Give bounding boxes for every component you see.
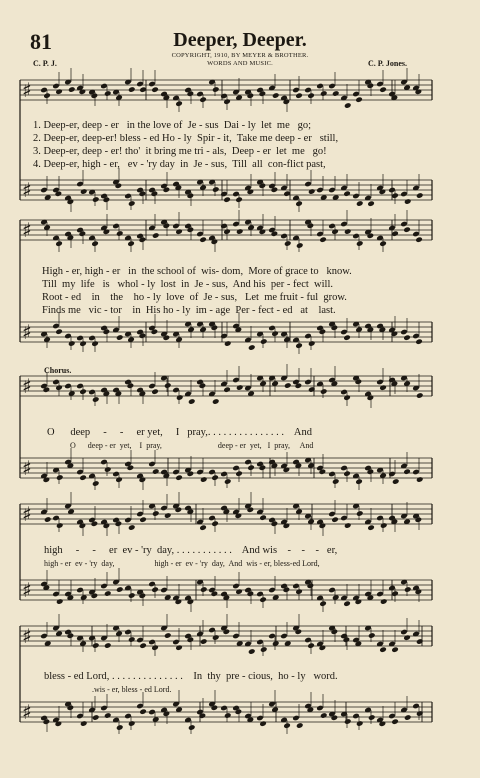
hymn-title: Deeper, Deeper.	[173, 29, 307, 51]
system-2-bass-note	[415, 338, 423, 345]
system-4-bass-note	[404, 586, 412, 593]
system-4-treble-note	[344, 522, 352, 529]
system-1-treble-note	[68, 86, 76, 93]
system-5-bass-note	[404, 714, 412, 721]
system-1-bass-note	[367, 200, 375, 207]
copyright-line: COPYRIGHT, 1910, BY MEYER & BROTHER.	[171, 52, 309, 59]
system-3-bass-note	[200, 476, 208, 483]
system-2-treble-note	[319, 236, 327, 243]
system-3-bass-note	[104, 466, 112, 473]
system-5-treble-note	[403, 634, 411, 641]
system-3-treble-note	[92, 396, 100, 403]
system-4-treble-note	[139, 516, 147, 523]
system-5-treble-note	[128, 636, 136, 643]
system-5-bass-note	[368, 714, 376, 721]
system-1-treble-note	[332, 90, 340, 97]
system-4-treble-note	[164, 512, 172, 519]
system-2-bass-note	[224, 340, 232, 347]
system-2-bass-note	[68, 340, 76, 347]
system-5-bass-clef-icon: ♯	[22, 700, 32, 724]
system-1-bass-note	[212, 186, 220, 193]
verse-4-line-2: Finds me vic - tor in His ho - ly im - age Per - fect - ed at last.	[42, 305, 336, 316]
system-4-treble-note	[56, 522, 64, 529]
system-5-treble-note	[212, 634, 220, 641]
verse-3-line-1: 3. Deep-er, deep - er! tho' it bring me tri - als, Deep - er let me go!	[33, 146, 327, 157]
system-2-treble-note	[356, 240, 364, 247]
system-1-bass-note	[128, 200, 136, 207]
system-3-treble-note	[379, 384, 387, 391]
system-5-bass-note	[296, 722, 304, 729]
system-2-treble-note	[403, 226, 411, 233]
system-4-treble-clef-icon: ♯	[22, 502, 32, 526]
verse-2-line-1: 2. Deep-er, deep-er! bless - ed Ho - ly Spir - it, Take me deep - er still,	[33, 133, 339, 144]
system-1-treble-note	[55, 88, 63, 95]
system-1-bass-note	[80, 188, 88, 195]
system-1-bass-note	[308, 188, 316, 195]
system-3-treble-note	[176, 394, 184, 401]
system-1-treble-note	[344, 102, 352, 109]
system-4-treble-note	[199, 524, 207, 531]
system-3-treble-note	[284, 382, 292, 389]
system-1-bass-note	[404, 198, 412, 205]
system-2-bass-note	[403, 334, 411, 341]
system-3-treble-note	[416, 392, 424, 399]
system-1-treble-note	[212, 86, 220, 93]
system-1-treble-note	[104, 90, 112, 97]
system-2-treble-note	[152, 232, 160, 239]
system-3-treble-note	[320, 388, 328, 395]
system-5-treble-note	[164, 632, 172, 639]
system-5-treble-note	[368, 632, 376, 639]
chorus-line-2: high - - er ev - 'ry day, . . . . . . . . . . . And wis - - - er,	[44, 545, 338, 556]
system-2-bass-note	[308, 340, 316, 347]
system-5-treble-note	[248, 648, 256, 655]
system-4-bass-note	[128, 592, 136, 599]
system-3-bass-note	[56, 474, 64, 481]
system-3-bass-note	[92, 480, 100, 487]
system-1-treble-note	[379, 86, 387, 93]
system-5-bass-note	[356, 720, 364, 727]
system-4-treble-note	[380, 522, 388, 529]
system-4-treble-note	[259, 514, 267, 521]
hymn-number: 81	[30, 29, 52, 54]
system-3-bass-note	[79, 474, 87, 481]
system-5-treble-note	[200, 638, 208, 645]
system-2-treble-note	[296, 242, 304, 249]
author-initials: C. P. J.	[33, 59, 57, 68]
system-3-bass-clef-icon: ♯	[22, 456, 32, 480]
system-3-treble-note	[212, 398, 220, 405]
system-1-treble-note	[295, 92, 303, 99]
system-2-bass-note	[343, 334, 351, 341]
system-2-bass-note	[55, 328, 63, 335]
verse-2-line-2: Till my life is whol - ly lost in Je - sus, And his per - fect will.	[42, 279, 333, 290]
system-4-treble-note	[356, 510, 364, 517]
system-3-treble-note	[236, 384, 244, 391]
system-5-treble-note	[379, 646, 387, 653]
verse-4-line-1: 4. Deep-er, high - er, ev - 'ry day in Je - sus, Till all con-flict past,	[33, 159, 326, 170]
system-1-bass-note	[92, 196, 100, 203]
system-3-treble-note	[164, 382, 172, 389]
system-1-bass-note	[416, 192, 424, 199]
system-5-bass-note	[104, 712, 112, 719]
system-1-treble-note	[355, 96, 363, 103]
system-2-treble-note	[199, 236, 207, 243]
system-2-treble-clef-icon: ♯	[22, 218, 32, 242]
system-3-bass-note	[152, 468, 160, 475]
system-2-bass-note	[116, 334, 124, 341]
system-5-treble-note	[391, 646, 399, 653]
system-4-treble-note	[331, 516, 339, 523]
composer-name: C. P. Jones.	[368, 59, 408, 68]
system-4-bass-note	[116, 586, 124, 593]
system-4-treble-note	[44, 516, 52, 523]
verse-1-line-1: 1. Deep-er, deep - er in the love of Je - sus Dai - ly let me go;	[33, 120, 312, 131]
system-4-bass-note	[235, 588, 243, 595]
system-3-bass-note	[416, 476, 424, 483]
system-4-bass-note	[343, 600, 351, 607]
system-2-treble-note	[344, 228, 352, 235]
chorus-line-3: bless - ed Lord, . . . . . . . . . . . . . . In thy pre - cious, ho - ly word.	[44, 671, 338, 682]
system-3-bass-note	[403, 468, 411, 475]
system-3-bass-note	[392, 478, 400, 485]
system-5-treble-note	[104, 642, 112, 649]
system-5-bass-note	[92, 714, 100, 721]
system-2-bass-note	[260, 338, 268, 345]
system-3-bass-note	[175, 474, 183, 481]
copyright-subline: WORDS AND MUSIC.	[207, 60, 273, 67]
system-3-bass-note	[332, 478, 340, 485]
chorus-line-2-bass: high - er ev - 'ry day, high - er ev - 'ry day, And wis - er, bless-ed Lord,	[44, 559, 320, 568]
system-2-treble-note	[175, 228, 183, 235]
verse-1-line-2: High - er, high - er in the school of wis- dom, More of grace to know.	[42, 266, 352, 277]
system-2-treble-note	[116, 230, 124, 237]
system-5-bass-note	[259, 720, 267, 727]
system-5-bass-note	[116, 724, 124, 731]
system-5-treble-note	[139, 642, 147, 649]
system-3-treble-note	[188, 398, 196, 405]
chorus-line-3-bass: .wis - er, bless - ed Lord.	[92, 685, 172, 694]
chorus-line-1: O deep - - er yet, I pray,. . . . . . . . . . . . . . . And	[47, 427, 312, 438]
system-3-bass-note	[224, 478, 232, 485]
system-3-treble-clef-icon: ♯	[22, 374, 32, 398]
system-5-treble-note	[175, 644, 183, 651]
system-4-treble-note	[367, 524, 375, 531]
system-5-bass-note	[391, 718, 399, 725]
system-1-treble-clef-icon: ♯	[22, 78, 32, 102]
chorus-line-1-bass: O deep - er yet, I pray, deep - er yet, I pray, And	[70, 441, 314, 450]
system-1-treble-note	[151, 86, 159, 93]
system-4-bass-note	[200, 586, 208, 593]
system-5-bass-note	[80, 720, 88, 727]
system-1-treble-note	[128, 86, 136, 93]
system-1-bass-note	[356, 200, 364, 207]
system-2-treble-note	[415, 236, 423, 243]
system-4-bass-clef-icon: ♯	[22, 578, 32, 602]
chorus-label: Chorus.	[44, 366, 72, 375]
system-1-treble-note	[320, 90, 328, 97]
system-5-bass-note	[344, 718, 352, 725]
system-5-bass-note	[188, 724, 196, 731]
system-4-bass-note	[104, 590, 112, 597]
system-4-treble-note	[128, 524, 136, 531]
system-1-bass-note	[223, 196, 231, 203]
verse-3-line-2: Root - ed in the ho - ly love of Je - sus, Let me fruit - ful grow.	[42, 292, 347, 303]
system-1-bass-note	[343, 190, 351, 197]
system-5-treble-note	[92, 642, 100, 649]
system-5-bass-note	[139, 708, 147, 715]
system-5-treble-note	[260, 646, 268, 653]
system-5-bass-note	[224, 712, 232, 719]
system-4-bass-note	[380, 598, 388, 605]
system-2-bass-note	[248, 344, 256, 351]
system-2-treble-note	[284, 240, 292, 247]
system-2-treble-note	[236, 228, 244, 235]
system-3-treble-note	[223, 386, 231, 393]
system-4-bass-note	[56, 598, 64, 605]
system-5-bass-note	[128, 720, 136, 727]
system-4-treble-note	[152, 510, 160, 517]
system-2-bass-clef-icon: ♯	[22, 320, 32, 344]
system-1-bass-clef-icon: ♯	[22, 178, 32, 202]
system-5-treble-clef-icon: ♯	[22, 624, 32, 648]
system-5-bass-note	[320, 712, 328, 719]
system-3-treble-note	[151, 388, 159, 395]
system-1-treble-note	[272, 92, 280, 99]
